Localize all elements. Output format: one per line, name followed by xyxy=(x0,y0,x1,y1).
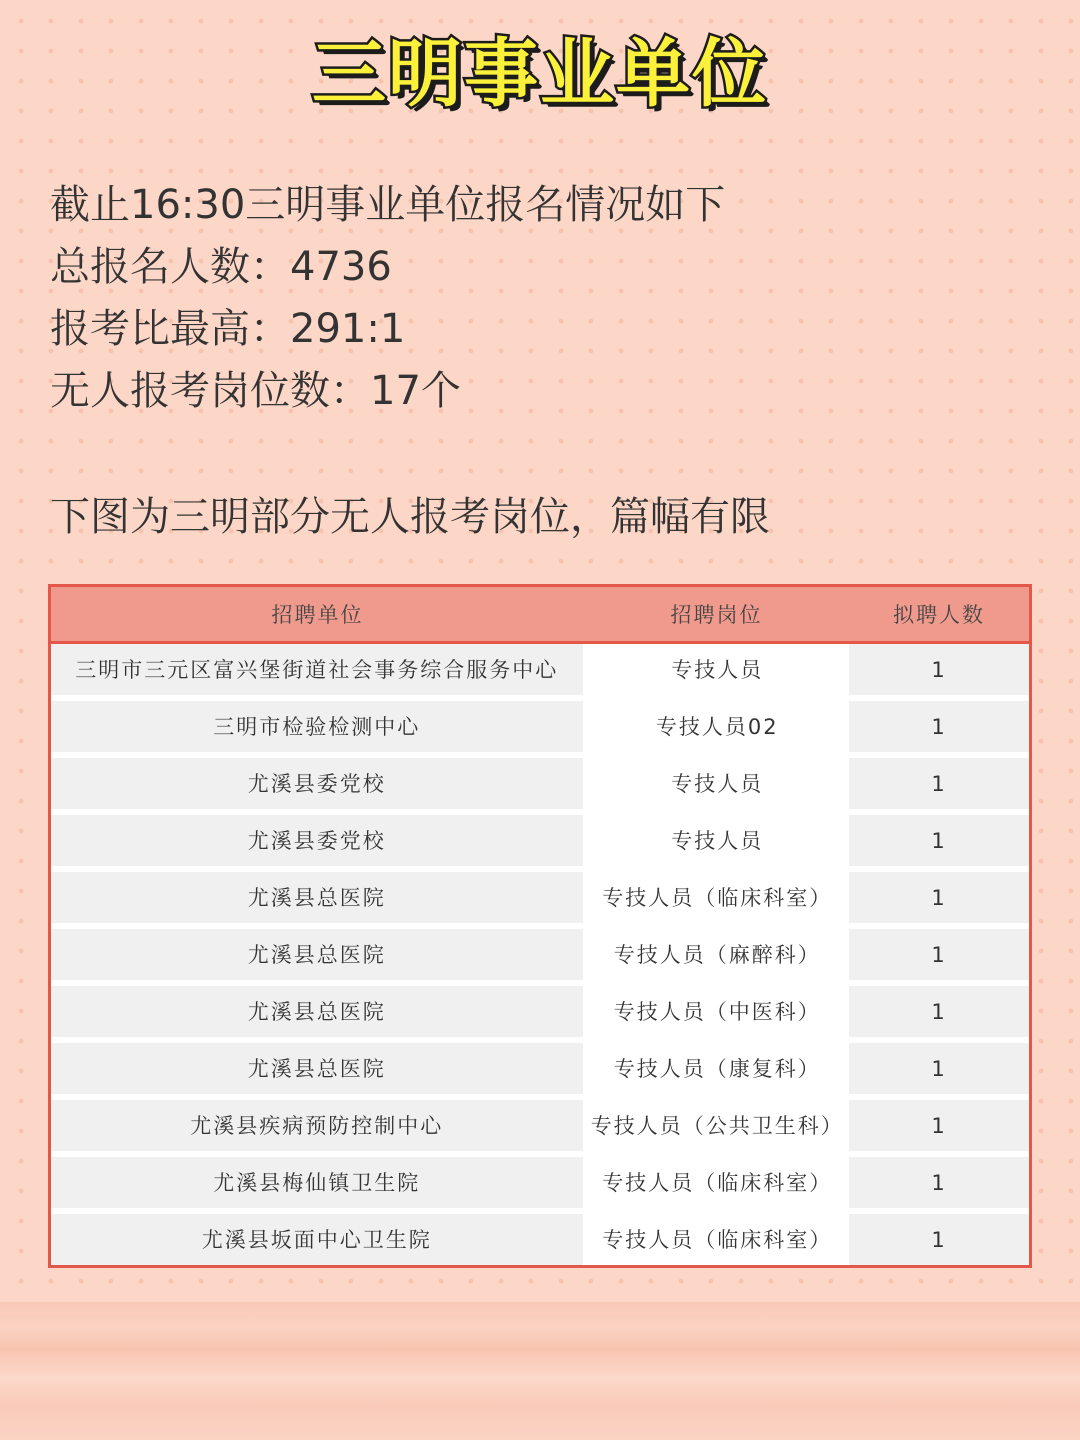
bottom-band xyxy=(0,1302,1080,1440)
cell-count: 1 xyxy=(849,869,1029,926)
cell-unit: 尤溪县坂面中心卫生院 xyxy=(51,1211,584,1265)
cell-unit: 尤溪县总医院 xyxy=(51,1040,584,1097)
cell-count: 1 xyxy=(849,1097,1029,1154)
table-row xyxy=(51,1154,1029,1211)
table-body xyxy=(51,643,1029,1266)
cell-count: 1 xyxy=(849,1040,1029,1097)
summary-total-applicants: 总报名人数：4736 xyxy=(50,244,392,290)
cell-post: 专技人员（临床科室） xyxy=(584,869,849,926)
table-row xyxy=(51,869,1029,926)
table-row xyxy=(51,643,1029,699)
table-row xyxy=(51,1040,1029,1097)
cell-post: 专技人员（公共卫生科） xyxy=(584,1097,849,1154)
cell-post: 专技人员 xyxy=(584,643,849,699)
cell-unit: 尤溪县委党校 xyxy=(51,755,584,812)
cell-post: 专技人员 xyxy=(584,755,849,812)
vacancy-table xyxy=(51,587,1029,1265)
table-row xyxy=(51,1097,1029,1154)
cell-unit: 尤溪县梅仙镇卫生院 xyxy=(51,1154,584,1211)
cell-unit: 尤溪县总医院 xyxy=(51,869,584,926)
table-row xyxy=(51,698,1029,755)
summary-block xyxy=(50,174,1040,422)
cell-unit: 三明市三元区富兴堡街道社会事务综合服务中心 xyxy=(51,643,584,699)
table-row xyxy=(51,1211,1029,1265)
cell-unit: 尤溪县疾病预防控制中心 xyxy=(51,1097,584,1154)
header-post: 招聘岗位 xyxy=(584,587,849,643)
cell-post: 专技人员（临床科室） xyxy=(584,1211,849,1265)
page-title: 三明事业单位 xyxy=(312,31,768,117)
cell-count: 1 xyxy=(849,643,1029,699)
cell-count: 1 xyxy=(849,1154,1029,1211)
cell-post: 专技人员（临床科室） xyxy=(584,1154,849,1211)
header-unit: 招聘单位 xyxy=(51,587,584,643)
cell-unit: 尤溪县总医院 xyxy=(51,926,584,983)
cell-post: 专技人员02 xyxy=(584,698,849,755)
table-row xyxy=(51,812,1029,869)
cell-unit: 尤溪县委党校 xyxy=(51,812,584,869)
cell-count: 1 xyxy=(849,698,1029,755)
table-note: 下图为三明部分无人报考岗位，篇幅有限 xyxy=(50,494,770,540)
vacancy-table-container xyxy=(48,584,1032,1268)
cell-post: 专技人员 xyxy=(584,812,849,869)
summary-no-applicant-posts: 无人报考岗位数：17个 xyxy=(50,368,461,414)
cell-unit: 尤溪县总医院 xyxy=(51,983,584,1040)
table-row xyxy=(51,755,1029,812)
cell-count: 1 xyxy=(849,983,1029,1040)
header-count: 拟聘人数 xyxy=(849,587,1029,643)
cell-post: 专技人员（麻醉科） xyxy=(584,926,849,983)
cell-count: 1 xyxy=(849,926,1029,983)
table-row xyxy=(51,926,1029,983)
cell-unit: 三明市检验检测中心 xyxy=(51,698,584,755)
cell-count: 1 xyxy=(849,755,1029,812)
table-row xyxy=(51,983,1029,1040)
cell-post: 专技人员（康复科） xyxy=(584,1040,849,1097)
cell-count: 1 xyxy=(849,812,1029,869)
table-header-row xyxy=(51,587,1029,643)
summary-highest-ratio: 报考比最高：291:1 xyxy=(50,306,406,352)
cell-post: 专技人员（中医科） xyxy=(584,983,849,1040)
cell-count: 1 xyxy=(849,1211,1029,1265)
summary-deadline: 截止16:30三明事业单位报名情况如下 xyxy=(50,182,726,228)
